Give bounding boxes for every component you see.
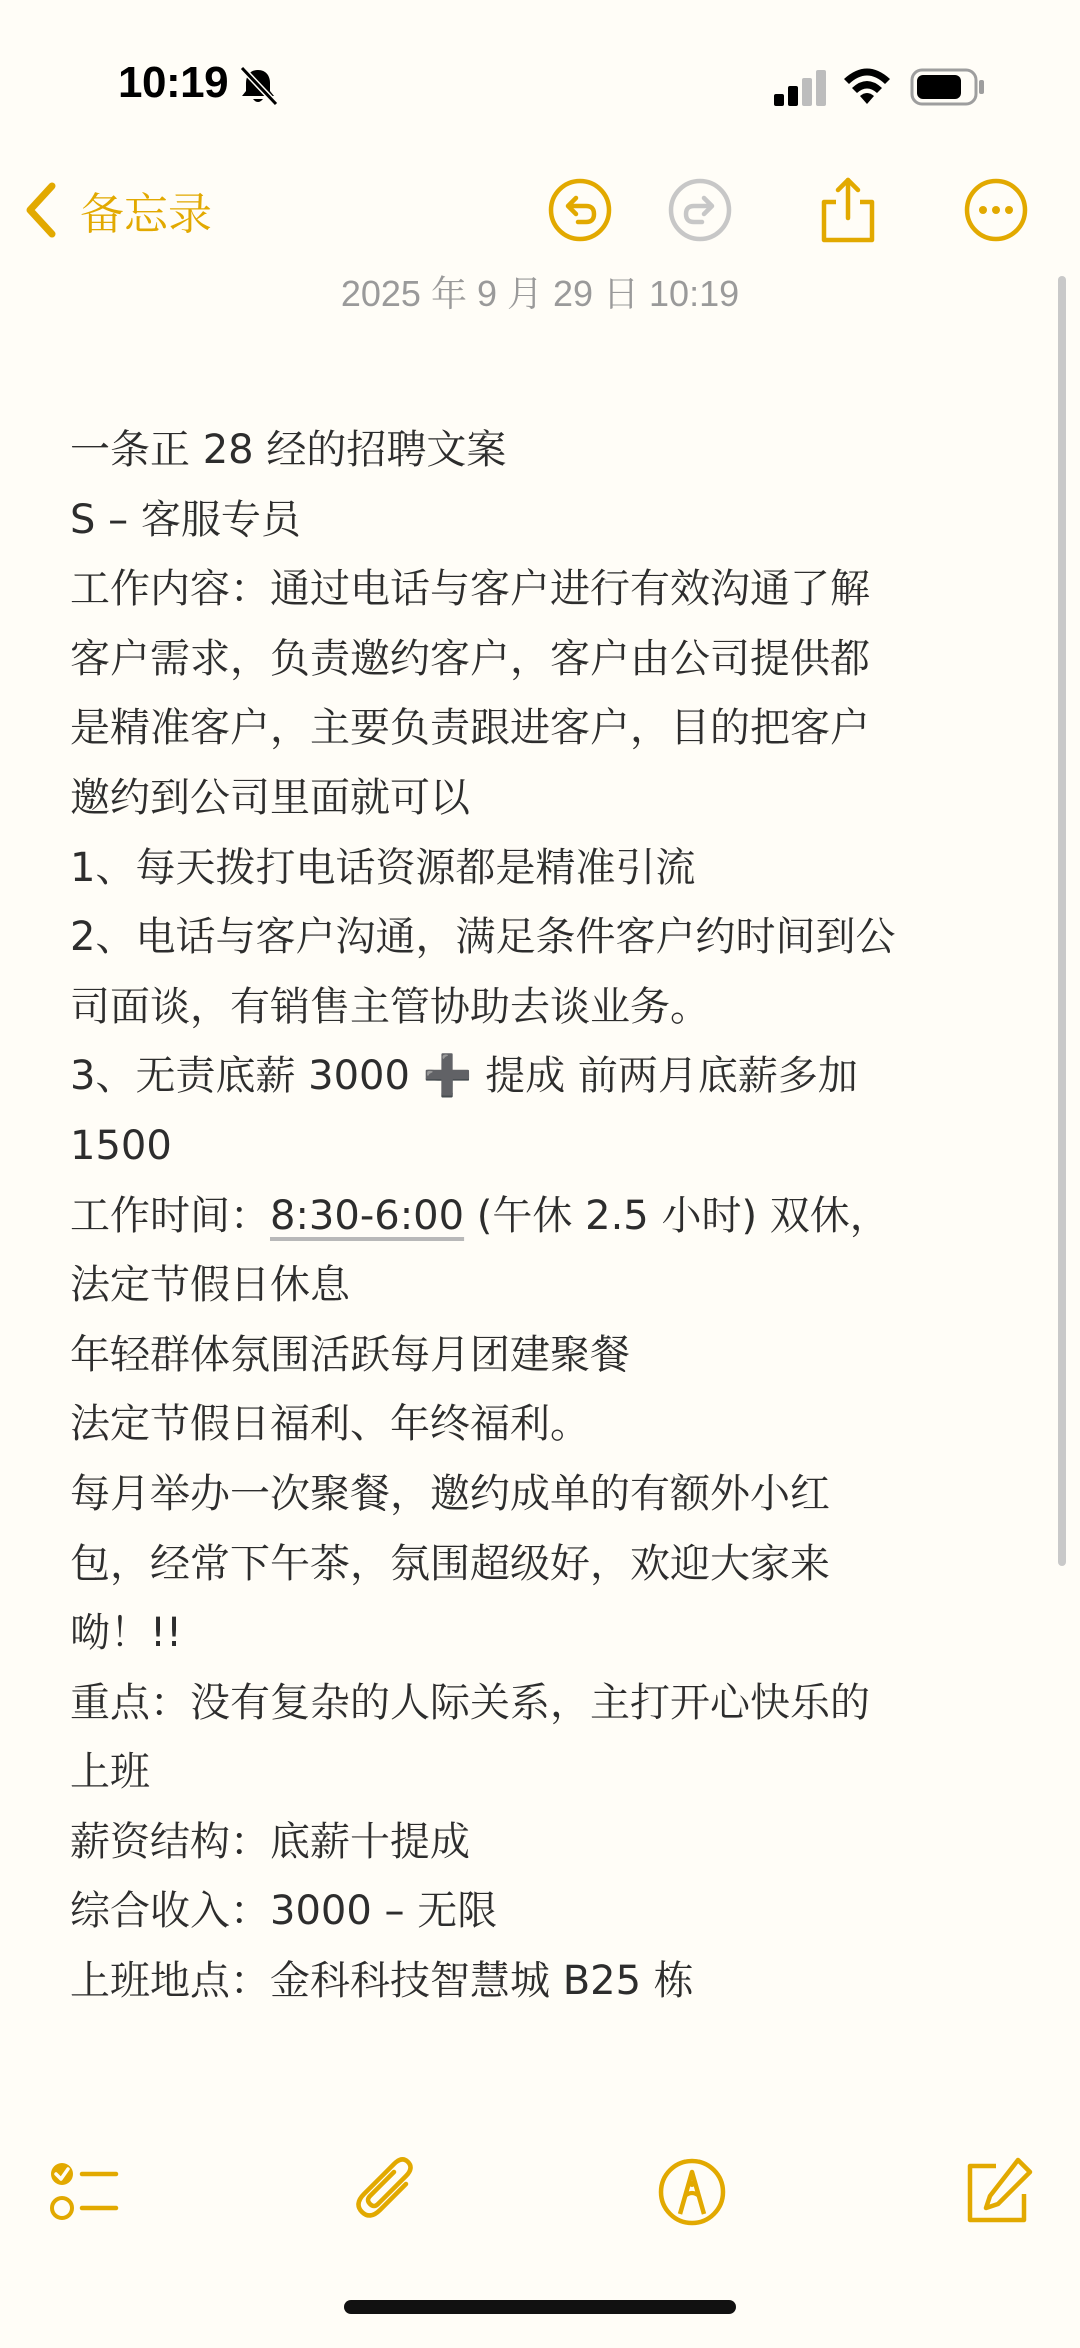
note-line: 是精准客户，主要负责跟进客户，目的把客户 bbox=[70, 705, 870, 752]
note-line: 呦！!! bbox=[70, 1610, 183, 1657]
share-button[interactable] bbox=[814, 176, 882, 244]
markup-icon bbox=[652, 2152, 732, 2232]
markup-button[interactable] bbox=[652, 2152, 732, 2232]
back-button[interactable] bbox=[22, 172, 212, 248]
undo-button[interactable] bbox=[546, 176, 614, 244]
note-line: 上班地点：金科科技智慧城 B25 栋 bbox=[70, 1958, 694, 2005]
bell-slash-icon bbox=[236, 64, 280, 108]
note-line: 法定节假日福利、年终福利。 bbox=[70, 1401, 590, 1448]
bottom-toolbar bbox=[0, 2140, 1080, 2250]
back-label: 备忘录 bbox=[80, 189, 212, 240]
note-line: 包，经常下午茶，氛围超级好，欢迎大家来 bbox=[70, 1540, 830, 1587]
compose-icon bbox=[958, 2152, 1038, 2232]
home-indicator[interactable] bbox=[344, 2300, 736, 2314]
note-date: 2025 年 9 月 29 日 10:19 bbox=[340, 273, 740, 314]
worktime-suffix: (午休 2.5 小时) 双休， bbox=[464, 1192, 890, 1239]
compose-button[interactable] bbox=[958, 2152, 1038, 2232]
redo-icon bbox=[666, 176, 734, 244]
checklist-icon bbox=[44, 2152, 124, 2232]
note-line: 司面谈，有销售主管协助去谈业务。 bbox=[70, 983, 710, 1030]
nav-bar bbox=[0, 160, 1080, 260]
note-line bbox=[70, 1182, 1030, 1252]
note-line: 年轻群体氛围活跃每月团建聚餐 bbox=[70, 1331, 630, 1378]
more-icon bbox=[962, 176, 1030, 244]
note-line: 法定节假日休息 bbox=[70, 1262, 350, 1309]
note-line: S – 客服专员 bbox=[70, 496, 301, 543]
scroll-indicator[interactable] bbox=[1058, 276, 1066, 1566]
note-line: 每月举办一次聚餐，邀约成单的有额外小红 bbox=[70, 1470, 830, 1517]
note-line: 1500 bbox=[70, 1122, 172, 1169]
attachment-icon bbox=[348, 2152, 428, 2232]
note-body[interactable] bbox=[70, 416, 1030, 2017]
note-line: 客户需求，负责邀约客户，客户由公司提供都 bbox=[70, 635, 870, 682]
note-line: 邀约到公司里面就可以 bbox=[70, 774, 470, 821]
chevron-left-icon bbox=[22, 180, 60, 240]
note-line: 上班 bbox=[70, 1749, 150, 1796]
worktime-link[interactable]: 8:30-6:00 bbox=[270, 1192, 465, 1239]
worktime-label: 工作时间： bbox=[70, 1192, 270, 1239]
undo-icon bbox=[546, 176, 614, 244]
note-line: 综合收入：3000 – 无限 bbox=[70, 1888, 498, 1935]
note-line: 3、无责底薪 3000 ➕ 提成 前两月底薪多加 bbox=[70, 1053, 858, 1100]
share-icon bbox=[814, 176, 882, 244]
note-line: 薪资结构：底薪十提成 bbox=[70, 1818, 470, 1865]
status-time: 10:19 bbox=[118, 58, 229, 107]
note-line: 工作内容：通过电话与客户进行有效沟通了解 bbox=[70, 566, 870, 613]
note-line: 一条正 28 经的招聘文案 bbox=[70, 427, 507, 473]
cellular-signal-icon bbox=[774, 70, 828, 106]
redo-button[interactable] bbox=[666, 176, 734, 244]
more-button[interactable] bbox=[962, 176, 1030, 244]
wifi-icon bbox=[842, 66, 892, 106]
note-line: 重点：没有复杂的人际关系，主打开心快乐的 bbox=[70, 1679, 870, 1726]
status-bar bbox=[0, 0, 1080, 150]
attachment-button[interactable] bbox=[348, 2152, 428, 2232]
checklist-button[interactable] bbox=[44, 2152, 124, 2232]
battery-icon bbox=[910, 68, 986, 106]
note-line: 1、每天拨打电话资源都是精准引流 bbox=[70, 844, 696, 891]
note-line: 2、电话与客户沟通，满足条件客户约时间到公 bbox=[70, 914, 896, 961]
